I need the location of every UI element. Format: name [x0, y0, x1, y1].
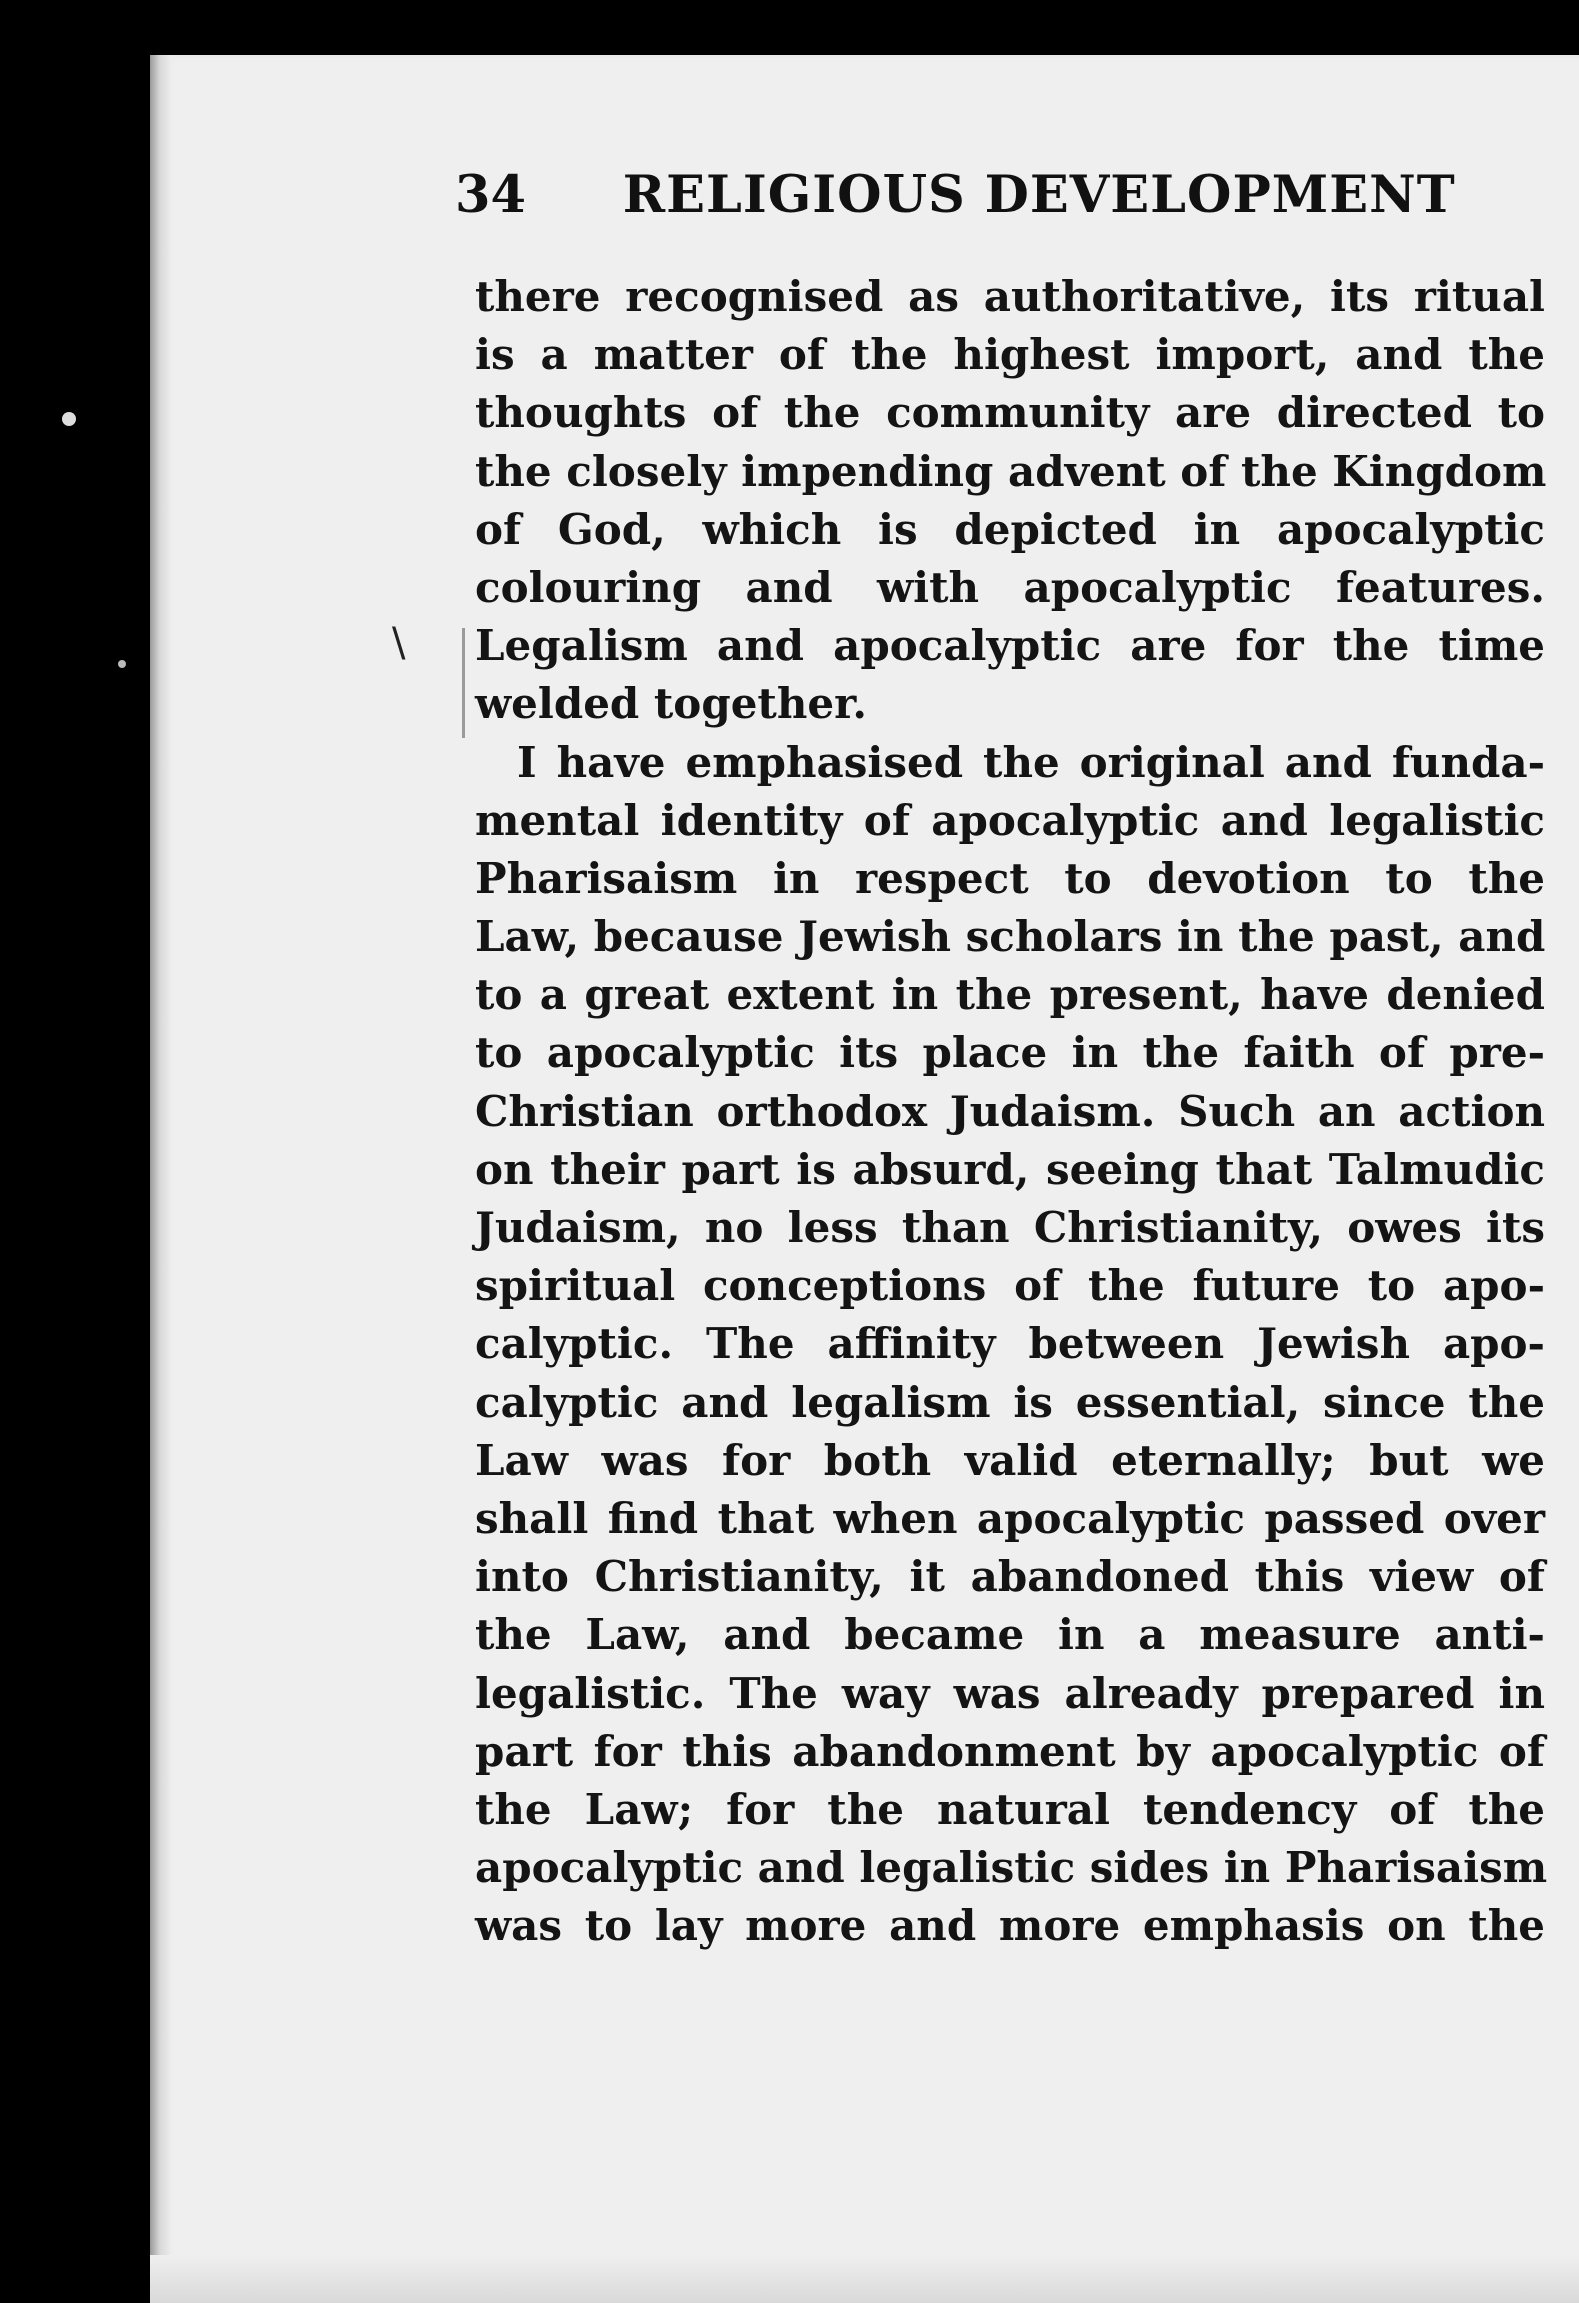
scan-speck [62, 412, 76, 426]
text-line: Judaism, no less than Christianity, owes its [475, 1203, 1545, 1252]
text-line: there recognised as authoritative, its ritual [475, 272, 1545, 321]
text-line: into Christianity, it abandoned this view of [475, 1552, 1545, 1602]
text-line: on their part is absurd, seeing that Talmudic [475, 1144, 1545, 1194]
text-line: to a great extent in the present, have denied [475, 970, 1545, 1020]
text-line: Law was for both valid eternally; but we [475, 1435, 1545, 1485]
text-line: legalistic. The way was already prepared in [475, 1668, 1545, 1718]
text-line: spiritual conceptions of the future to apo- [475, 1261, 1545, 1311]
text-line: Law, because Jewish scholars in the past, and [475, 912, 1546, 962]
text-line: I have emphasised the original and funda- [517, 737, 1545, 787]
text-line: the Law, and became in a measure anti- [475, 1610, 1545, 1660]
text-line: was to lay more and more emphasis on the [475, 1901, 1545, 1951]
text-line: Pharisaism in respect to devotion to the [475, 853, 1545, 903]
text-line: thoughts of the community are directed to [475, 388, 1545, 438]
margin-annotation-bar [462, 628, 465, 738]
text-line: mental identity of apocalyptic and legalistic [475, 795, 1545, 845]
text-line: calyptic and legalism is essential, since the [475, 1377, 1545, 1427]
page-binding-edge [150, 55, 172, 2303]
page-bottom-shadow [150, 2255, 1579, 2303]
text-line: welded together. [475, 679, 867, 729]
text-line: part for this abandonment by apocalyptic of [475, 1726, 1545, 1776]
running-head [455, 165, 1535, 245]
text-line: is a matter of the highest import, and the [475, 330, 1545, 380]
margin-annotation-mark: \ [392, 620, 406, 666]
text-line: Legalism and apocalyptic are for the time [475, 621, 1545, 671]
text-line: shall find that when apocalyptic passed over [475, 1493, 1545, 1543]
text-line: of God, which is depicted in apocalyptic [475, 504, 1545, 554]
page-number: 34 [455, 165, 526, 225]
text-line: Christian orthodox Judaism. Such an action [475, 1086, 1545, 1136]
scan-speck [118, 660, 126, 668]
text-line: calyptic. The affinity between Jewish apo- [475, 1319, 1545, 1369]
text-line: the Law; for the natural tendency of the [475, 1784, 1545, 1834]
text-line: colouring and with apocalyptic features. [475, 562, 1545, 612]
text-line: the closely impending advent of the Kingdom [475, 446, 1547, 496]
text-line: apocalyptic and legalistic sides in Pharisaism [475, 1843, 1548, 1893]
running-title: RELIGIOUS DEVELOPMENT [622, 165, 1456, 225]
text-line: to apocalyptic its place in the faith of pre- [475, 1028, 1545, 1078]
page-body-text [475, 268, 1548, 1955]
